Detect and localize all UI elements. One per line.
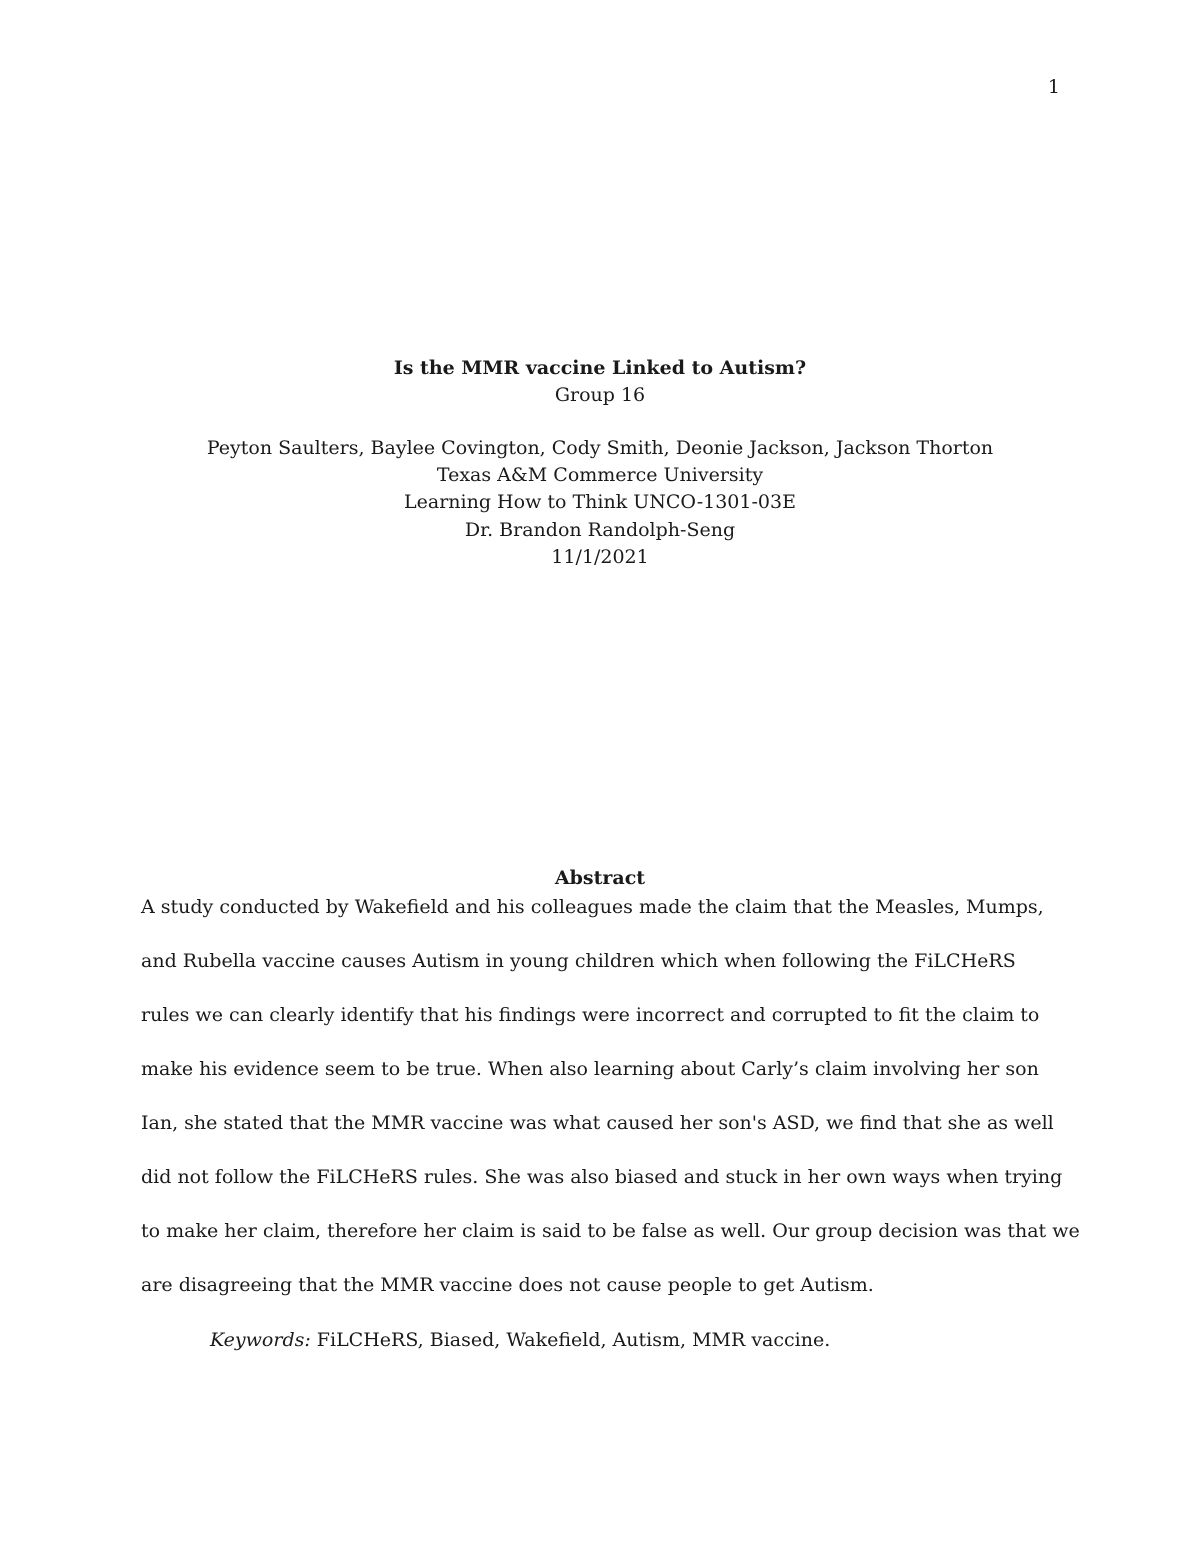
group-name: Group 16	[554, 384, 646, 406]
abstract-line: did not follow the FiLCHeRS rules. She was also biased and stuck in her own ways when trying	[141, 1166, 1063, 1188]
abstract-line: rules we can clearly identify that his findings were incorrect and corrupted to fit the claim to	[141, 1004, 1040, 1026]
abstract-line: make his evidence seem to be true. When also learning about Carly’s claim involving her son	[141, 1058, 1039, 1080]
abstract-line: are disagreeing that the MMR vaccine does not cause people to get Autism.	[141, 1274, 874, 1296]
abstract-body	[141, 880, 1080, 1312]
keywords-text: FiLCHeRS, Biased, Wakefield, Autism, MMR vaccine.	[310, 1329, 831, 1351]
author-info-block	[0, 435, 1200, 571]
keywords-label: Keywords:	[210, 1329, 311, 1351]
abstract-line: to make her claim, therefore her claim is said to be false as well. Our group decision was that we	[141, 1220, 1080, 1242]
title-block	[0, 355, 1200, 409]
page-number: 1	[1047, 76, 1060, 98]
instructor: Dr. Brandon Randolph-Seng	[464, 518, 736, 541]
paper-title: Is the MMR vaccine Linked to Autism?	[393, 357, 807, 379]
keywords	[210, 1313, 1070, 1367]
date: 11/1/2021	[551, 545, 649, 568]
institution: Texas A&M Commerce University	[436, 464, 764, 487]
abstract-line: Ian, she stated that the MMR vaccine was what caused her son's ASD, we find that she as well	[141, 1112, 1054, 1134]
course: Learning How to Think UNCO-1301-03E	[404, 491, 796, 514]
abstract-line: and Rubella vaccine causes Autism in young children which when following the FiLCHeRS	[141, 950, 1016, 972]
abstract-line: A study conducted by Wakefield and his colleagues made the claim that the Measles, Mumps,	[141, 896, 1044, 918]
abstract-heading: Abstract	[554, 867, 646, 889]
authors: Peyton Saulters, Baylee Covington, Cody Smith, Deonie Jackson, Jackson Thorton	[206, 437, 994, 459]
